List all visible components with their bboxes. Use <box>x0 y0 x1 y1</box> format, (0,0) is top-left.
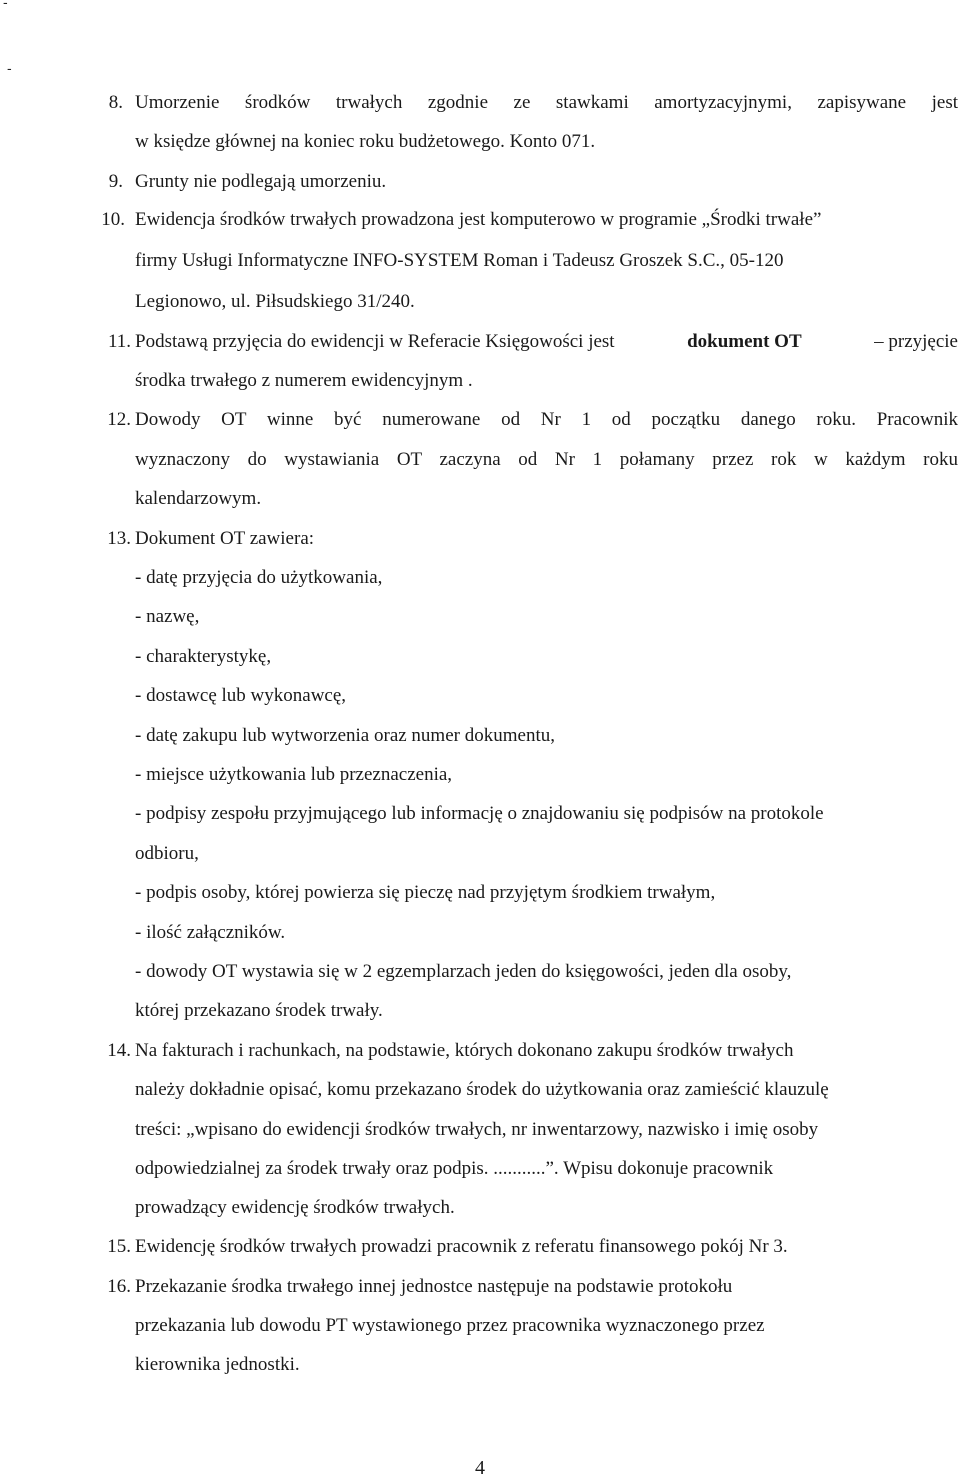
item-13-bullet-9-text: - ilość załączników. <box>135 922 286 943</box>
item-14-text-5: prowadzący ewidencję środków trwałych. <box>135 1197 455 1218</box>
item-13-number: 13. <box>107 528 131 549</box>
item-13-bullet-7-text-1: - podpisy zespołu przyjmującego lub informację o znajdowaniu się podpisów na protokole <box>135 803 824 824</box>
item-12-text-2: wyznaczony do wystawiania OT zaczyna od Nr 1 połamany przez rok w każdym roku <box>135 449 958 470</box>
item-8-text-2: w księdze głównej na koniec roku budżetowego. Konto 071. <box>135 131 596 152</box>
item-12-line-2 <box>135 448 958 472</box>
item-11-text-1a: Podstawą przyjęcia do ewidencji w Referacie Księgowości jest <box>135 331 615 352</box>
item-14-line-4 <box>135 1157 773 1181</box>
item-13-bullet-7-line-1 <box>135 802 824 826</box>
item-14-text-4: odpowiedzialnej za środek trwały oraz podpis. ...........”. Wpisu dokonuje pracownik <box>135 1158 774 1179</box>
item-14-text-3: treści: „wpisano do ewidencji środków trwałych, nr inwentarzowy, nazwisko i imię osoby <box>135 1119 819 1140</box>
page-number: 4 <box>475 1457 485 1479</box>
item-16-text-2: przekazania lub dowodu PT wystawionego przez pracownika wyznaczonego przez <box>135 1315 765 1336</box>
item-13-bullet-6-text: - miejsce użytkowania lub przeznaczenia, <box>135 764 453 785</box>
item-9-number: 9. <box>108 171 123 192</box>
item-11-number: 11. <box>107 331 131 352</box>
item-8-line-2 <box>135 130 595 154</box>
item-13-bullet-5 <box>135 724 555 748</box>
item-15-text-1: Ewidencję środków trwałych prowadzi pracownik z referatu finansowego pokój Nr 3. <box>135 1236 788 1257</box>
item-13-bullet-6 <box>135 763 452 787</box>
item-13-bullet-1-text: - datę przyjęcia do użytkowania, <box>135 567 383 588</box>
item-13-bullet-4-text: - dostawcę lub wykonawcę, <box>135 685 347 706</box>
item-13-bullet-10-text-2: której przekazano środek trwały. <box>135 1000 383 1021</box>
item-15-line-1 <box>107 1235 788 1259</box>
item-11-text-1b: dokument OT <box>687 331 802 352</box>
item-9-text-1: Grunty nie podlegają umorzeniu. <box>135 171 387 192</box>
item-15-number: 15. <box>107 1236 131 1257</box>
item-11-line-1 <box>107 330 958 354</box>
item-13-bullet-8-text: - podpis osoby, której powierza się pieczę nad przyjętym środkiem trwałym, <box>135 882 716 903</box>
item-11-text-1c: – przyjęcie <box>874 331 958 352</box>
item-13-bullet-4 <box>135 684 346 708</box>
item-13-bullet-5-text: - datę zakupu lub wytworzenia oraz numer dokumentu, <box>135 725 555 746</box>
item-10-line-2 <box>135 249 783 273</box>
item-16-number: 16. <box>107 1276 131 1297</box>
item-12-line-3 <box>135 487 261 511</box>
item-16-line-1 <box>107 1275 733 1299</box>
item-8-number: 8. <box>108 92 123 113</box>
item-13-bullet-3-text: - charakterystykę, <box>135 646 272 667</box>
item-13-bullet-10-text-1: - dowody OT wystawia się w 2 egzemplarzach jeden do księgowości, jeden dla osoby, <box>135 961 792 982</box>
item-14-text-2: należy dokładnie opisać, komu przekazano środek do użytkowania oraz zamieścić klauzulę <box>135 1079 829 1100</box>
item-16-text-1: Przekazanie środka trwałego innej jednostce następuje na podstawie protokołu <box>135 1276 733 1297</box>
item-10-line-3 <box>135 290 415 314</box>
item-13-bullet-3 <box>135 645 271 669</box>
item-12-number: 12. <box>107 409 131 430</box>
item-13-bullet-2 <box>135 605 199 629</box>
item-16-line-2 <box>135 1314 765 1338</box>
item-13-text-1: Dokument OT zawiera: <box>135 528 315 549</box>
item-14-line-1 <box>107 1039 794 1063</box>
item-12-text-1: Dowody OT winne być numerowane od Nr 1 od początku danego roku. Pracownik <box>135 409 958 430</box>
item-13-bullet-10-line-1 <box>135 960 791 984</box>
scan-mark-top: - <box>3 0 8 10</box>
item-10-number: 10. <box>101 209 125 230</box>
item-13-bullet-7-line-2 <box>135 842 199 866</box>
item-8-text-1: Umorzenie środków trwałych zgodnie ze stawkami amortyzacyjnymi, zapisywane jest <box>135 92 958 113</box>
item-12-text-3: kalendarzowym. <box>135 488 262 509</box>
item-10-line-1 <box>101 208 822 232</box>
item-13-bullet-8 <box>135 881 715 905</box>
item-13-line-1 <box>107 527 315 551</box>
item-13-bullet-10-line-2 <box>135 999 383 1023</box>
item-10-text-2: firmy Usługi Informatyczne INFO-SYSTEM Roman i Tadeusz Groszek S.C., 05-120 <box>135 250 784 271</box>
scan-mark-left: - <box>7 60 12 76</box>
item-13-bullet-9 <box>135 921 285 945</box>
item-13-bullet-2-text: - nazwę, <box>135 606 200 627</box>
item-16-text-3: kierownika jednostki. <box>135 1354 300 1375</box>
item-8-line-1 <box>108 91 958 115</box>
item-16-line-3 <box>135 1353 300 1377</box>
item-9-line-1 <box>108 170 387 194</box>
item-14-line-3 <box>135 1118 818 1142</box>
item-11-text-2: środka trwałego z numerem ewidencyjnym . <box>135 370 473 391</box>
item-13-bullet-7-text-2: odbioru, <box>135 843 199 864</box>
item-10-text-3: Legionowo, ul. Piłsudskiego 31/240. <box>135 291 415 312</box>
item-14-text-1: Na fakturach i rachunkach, na podstawie, których dokonano zakupu środków trwałych <box>135 1040 794 1061</box>
item-14-line-2 <box>135 1078 829 1102</box>
item-10-text-1: Ewidencja środków trwałych prowadzona jest komputerowo w programie „Środki trwałe” <box>135 209 822 230</box>
item-12-line-1 <box>107 408 958 432</box>
item-11-line-2 <box>135 369 473 393</box>
item-14-number: 14. <box>107 1040 131 1061</box>
item-13-bullet-1 <box>135 566 382 590</box>
item-14-line-5 <box>135 1196 455 1220</box>
